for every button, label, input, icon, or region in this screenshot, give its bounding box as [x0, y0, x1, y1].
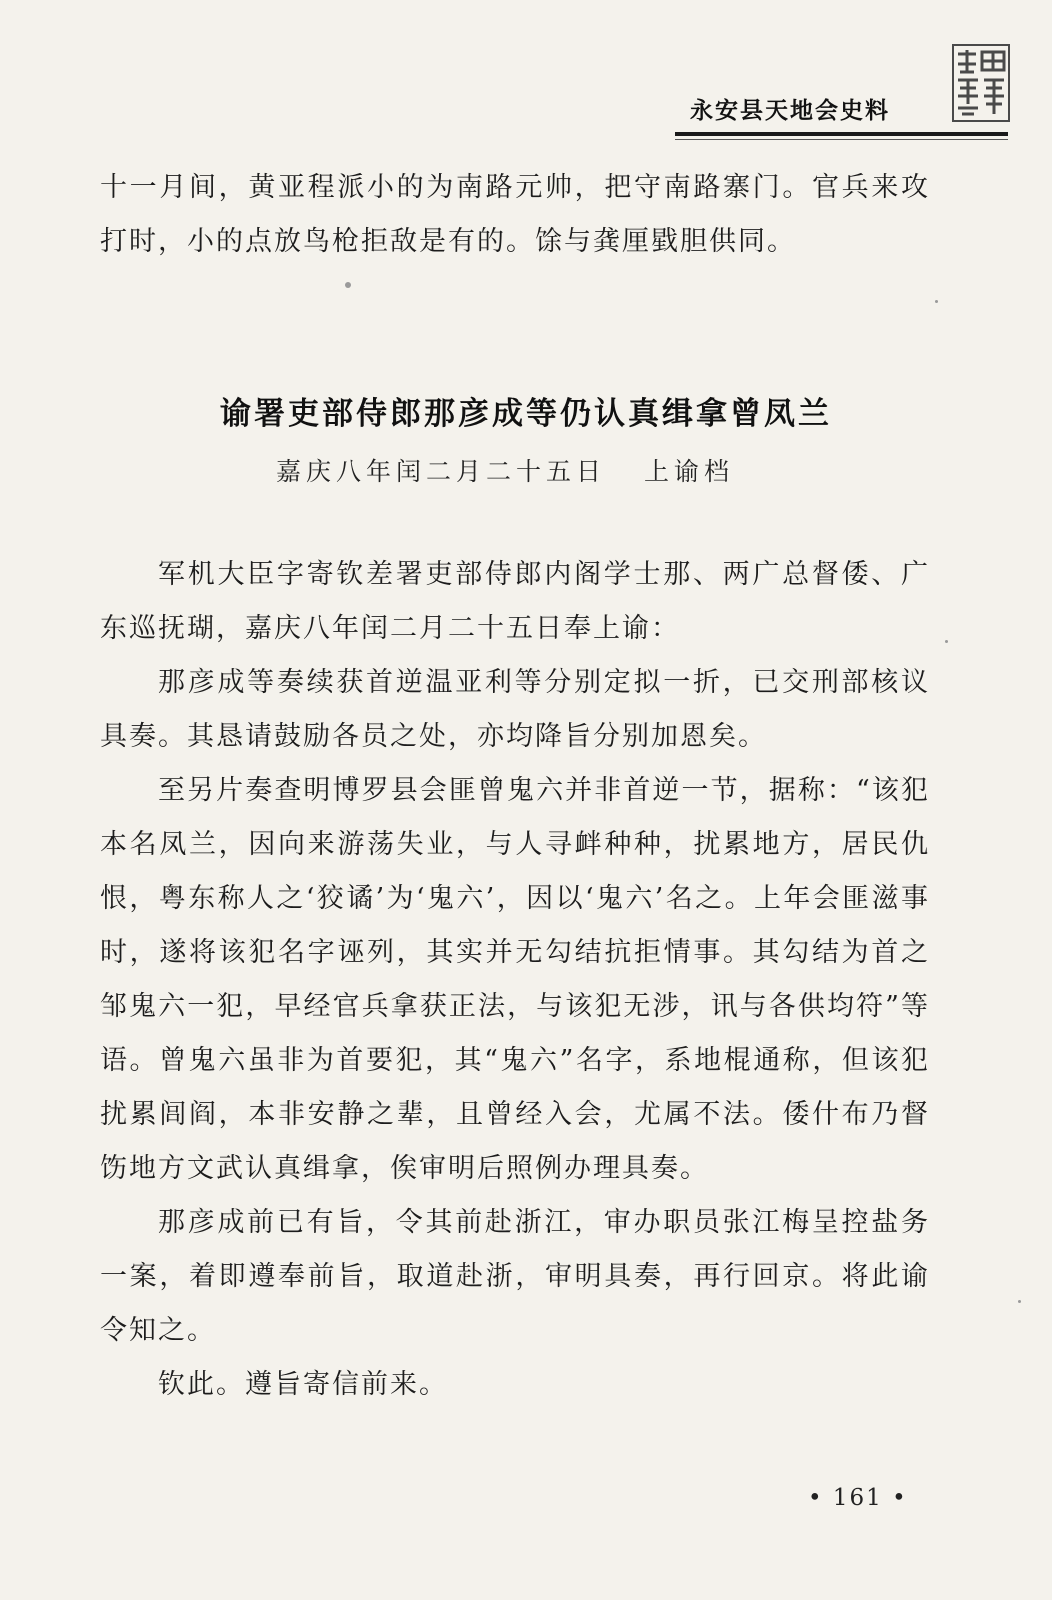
- paper-speck: [935, 300, 938, 303]
- header-rule-thin: [675, 139, 1008, 140]
- intro-paragraph: 十一月间，黄亚程派小的为南路元帅，把守南路寨门。官兵来攻打时，小的点放鸟枪拒敌是有的。馀与龚厘戥胆供同。: [100, 172, 930, 257]
- header-rule: [675, 132, 1008, 136]
- paragraph: 至另片奏查明博罗县会匪曾鬼六并非首逆一节，据称：“该犯本名凤兰，因向来游荡失业，与人寻衅种种，扰累地方，居民仇恨，粤东称人之‘狡谲’为‘鬼六’，因以‘鬼六’名之。上年会匪滋事时，遂将该犯名字诬列，其实并无勾结抗拒情事。其勾结为首之邹鬼六一犯，早经官兵拿获正法，与该犯无涉，讯与各供均符”等语。曾鬼六虽非为首要犯，其“鬼六”名字，系地棍通称，但该犯扰累闾阎，本非安静之辈，且曾经入会，尤属不法。倭什布乃督饬地方文武认真缉拿，俟审明后照例办理具奏。: [100, 775, 930, 1184]
- paper-speck: [1018, 1300, 1021, 1303]
- edict-body: [100, 548, 930, 1412]
- paragraph: 钦此。遵旨寄信前来。: [158, 1369, 448, 1400]
- intro-block: [100, 161, 930, 269]
- paragraph: 那彦成前已有旨，令其前赴浙江，审办职员张江梅呈控盐务一案，着即遵奉前旨，取道赴浙，审明具奏，再行回京。将此谕令知之。: [100, 1207, 930, 1346]
- paragraph: 军机大臣字寄钦差署吏部侍郎内阁学士那、两广总督倭、广东巡抚瑚，嘉庆八年闰二月二十五日奉上谕：: [100, 559, 930, 644]
- paragraph: 那彦成等奏续获首逆温亚利等分别定拟一折，已交刑部核议具奏。其恳请鼓励各员之处，亦均降旨分别加恩矣。: [100, 667, 930, 752]
- running-header-title: 永安县天地会史料: [690, 98, 890, 124]
- section-source: 上谕档: [644, 457, 735, 486]
- page-number: • 161 •: [808, 1485, 908, 1511]
- section-title: 谕署吏部侍郎那彦成等仍认真缉拿曾凤兰: [220, 396, 832, 432]
- section-subtitle: [0, 452, 1010, 488]
- paper-speck: [345, 282, 351, 288]
- paper-speck: [945, 640, 948, 643]
- seal-stamp-logo: [952, 44, 1010, 122]
- section-date: 嘉庆八年闰二月二十五日: [275, 457, 606, 486]
